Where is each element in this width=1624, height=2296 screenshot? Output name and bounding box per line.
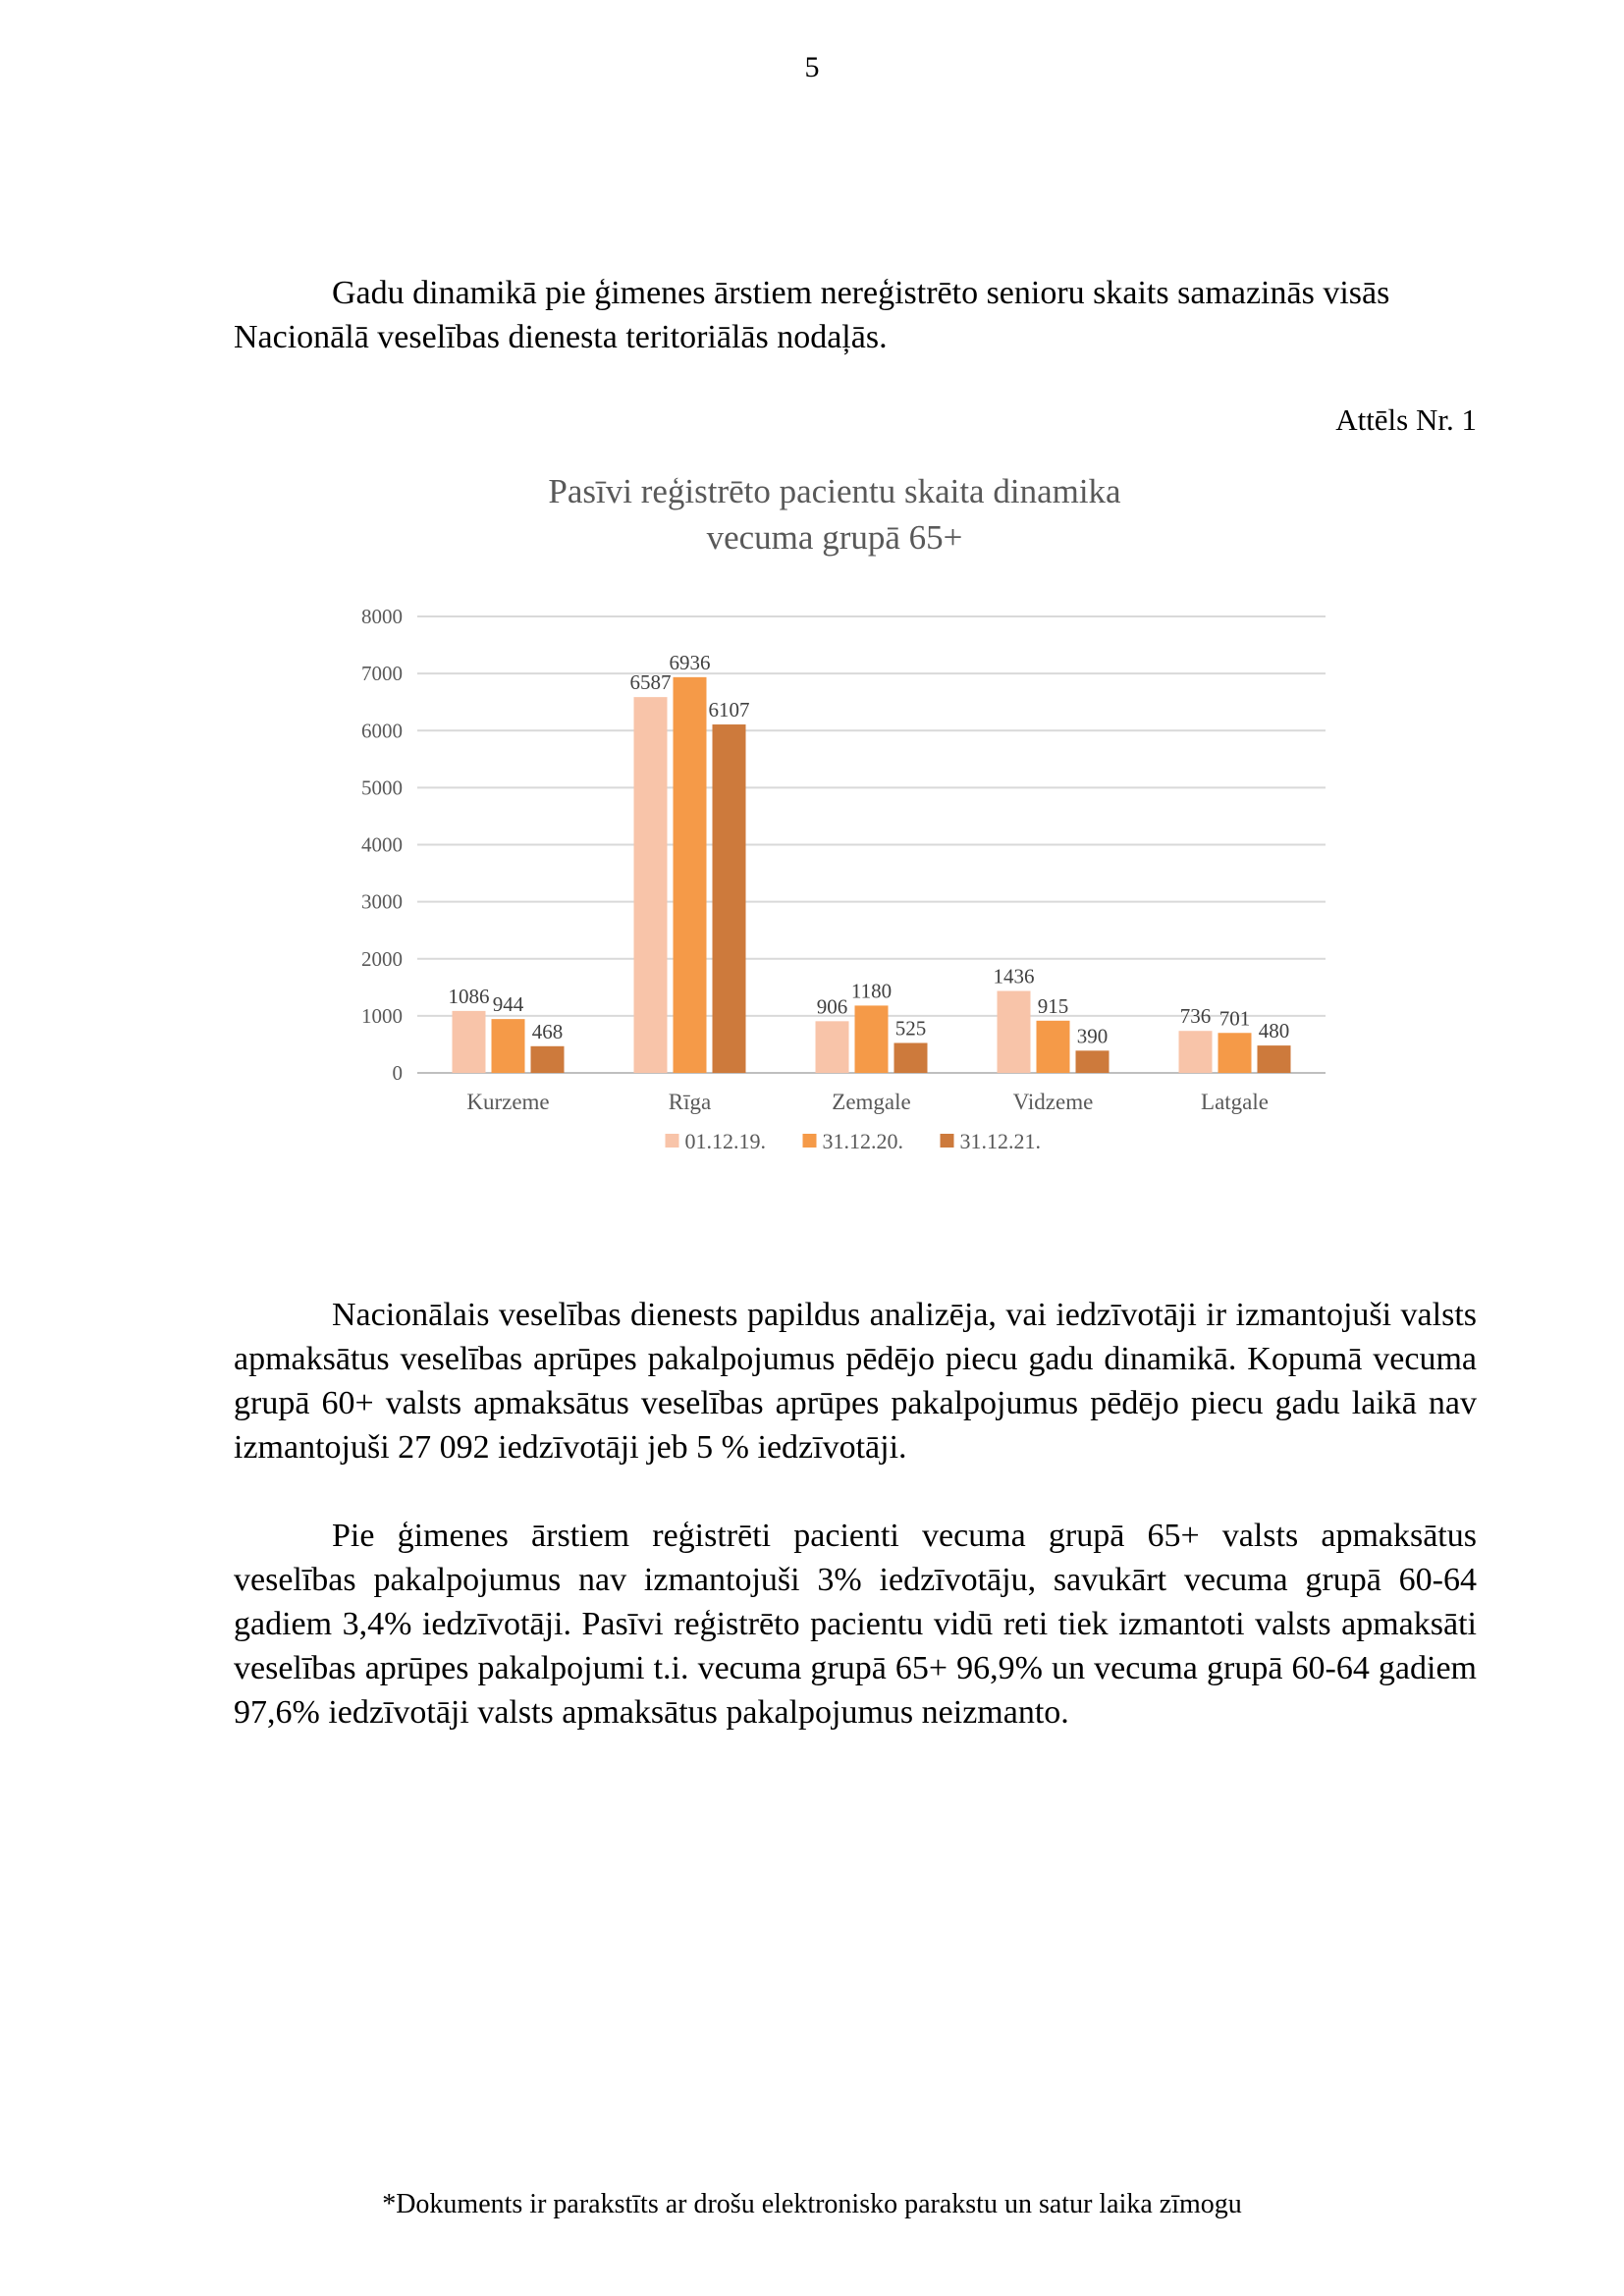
y-tick-label-0: 0 xyxy=(392,1061,403,1085)
y-tick-label-4000: 4000 xyxy=(361,832,403,857)
y-tick-label-1000: 1000 xyxy=(361,1003,403,1028)
bar-rīga-1 xyxy=(634,697,668,1073)
y-tick-label-3000: 3000 xyxy=(361,889,403,914)
bar-kurzeme-2 xyxy=(492,1019,525,1073)
data-label-rīga-3: 6107 xyxy=(708,698,750,722)
intro-paragraph: Gadu dinamikā pie ģimenes ārstiem nereģistrēto senioru skaits samazinās visās Nacionālā veselības dienesta teritoriālās nodaļās. xyxy=(234,275,1390,355)
legend-label-1: 01.12.19. xyxy=(684,1129,766,1153)
y-tick-label-6000: 6000 xyxy=(361,719,403,743)
bar-latgale-1 xyxy=(1179,1031,1213,1073)
chart-title-line-2: vecuma grupā 65+ xyxy=(706,518,963,557)
bar-latgale-3 xyxy=(1258,1045,1291,1073)
bar-kurzeme-1 xyxy=(453,1011,486,1073)
data-label-latgale-2: 701 xyxy=(1218,1006,1251,1031)
bar-zemgale-1 xyxy=(816,1021,849,1073)
bar-zemgale-3 xyxy=(894,1042,928,1073)
chart-svg xyxy=(334,471,1335,1178)
legend-label-2: 31.12.20. xyxy=(822,1129,903,1153)
y-tick-label-8000: 8000 xyxy=(361,605,403,628)
bar-kurzeme-3 xyxy=(531,1046,565,1073)
legend-swatch-3 xyxy=(941,1134,954,1148)
x-tick-label-latgale: Latgale xyxy=(1201,1090,1269,1114)
bar-vidzeme-1 xyxy=(998,991,1031,1073)
legend-swatch-1 xyxy=(666,1134,679,1148)
chart-title-line-1: Pasīvi reģistrēto pacientu skaita dinamika xyxy=(548,472,1121,510)
data-label-vidzeme-3: 390 xyxy=(1076,1024,1109,1048)
analysis-paragraph: Nacionālais veselības dienests papildus analizēja, vai iedzīvotāji ir izmantojuši valsts apmaksātus veselības aprūpes pakalpojumus pēdējo piecu gadu dinamikā. Kopumā vecuma grupā 60+ valsts apmaksātus veselības aprūpes pakalpojumus pēdējo piecu gadu laikā nav izmantojuši 27 092 iedzīvotāji jeb 5 % iedzīvotāji. xyxy=(234,1297,1477,1466)
y-tick-label-7000: 7000 xyxy=(361,662,403,686)
data-label-zemgale-2: 1180 xyxy=(850,979,893,1003)
bar-zemgale-2 xyxy=(855,1005,889,1073)
bar-chart xyxy=(334,471,1335,1178)
chart-legend xyxy=(666,1129,1042,1153)
x-tick-label-kurzeme: Kurzeme xyxy=(466,1090,550,1114)
data-label-kurzeme-3: 468 xyxy=(531,1019,564,1043)
x-tick-label-zemgale: Zemgale xyxy=(832,1090,911,1114)
page-number: 5 xyxy=(804,51,820,83)
data-label-rīga-2: 6936 xyxy=(669,650,711,674)
y-tick-label-5000: 5000 xyxy=(361,775,403,800)
data-label-kurzeme-1: 1086 xyxy=(448,984,490,1008)
x-tick-label-vidzeme: Vidzeme xyxy=(1012,1090,1094,1114)
legend-label-3: 31.12.21. xyxy=(959,1129,1041,1153)
data-label-vidzeme-2: 915 xyxy=(1037,993,1069,1018)
data-label-vidzeme-1: 1436 xyxy=(993,964,1035,988)
bar-rīga-3 xyxy=(713,724,746,1073)
signature-note: *Dokuments ir parakstīts ar drošu elektronisko parakstu un satur laika zīmogu xyxy=(382,2189,1242,2219)
results-paragraph: Pie ģimenes ārstiem reģistrēti pacienti vecuma grupā 65+ valsts apmaksātus veselības pakalpojumus nav izmantojuši 3% iedzīvotāju, savukārt vecuma grupā 60-64 gadiem 3,4% iedzīvotāji. Pasīvi reģistrēto pacientu vidū reti tiek izmantoti valsts apmaksāti veselības aprūpes pakalpojumi t.i. vecuma grupā 65+ 96,9% un vecuma grupā 60-64 gadiem 97,6% iedzīvotāji valsts apmaksātus pakalpojumus neizmanto. xyxy=(234,1518,1477,1731)
bar-vidzeme-3 xyxy=(1076,1050,1110,1073)
bar-vidzeme-2 xyxy=(1037,1021,1070,1073)
x-tick-label-rīga: Rīga xyxy=(668,1090,712,1114)
data-label-zemgale-1: 906 xyxy=(816,994,848,1019)
y-tick-label-2000: 2000 xyxy=(361,946,403,971)
data-label-rīga-1: 6587 xyxy=(629,670,672,695)
data-label-latgale-3: 480 xyxy=(1258,1019,1290,1043)
bar-rīga-2 xyxy=(674,677,707,1073)
data-label-kurzeme-2: 944 xyxy=(492,992,524,1017)
data-label-zemgale-3: 525 xyxy=(894,1016,927,1041)
legend-swatch-2 xyxy=(803,1134,817,1148)
figure-label: Attēls Nr. 1 xyxy=(1335,402,1477,437)
data-label-latgale-1: 736 xyxy=(1179,1004,1212,1029)
chart-bars xyxy=(453,677,1291,1073)
bar-latgale-2 xyxy=(1218,1033,1252,1073)
